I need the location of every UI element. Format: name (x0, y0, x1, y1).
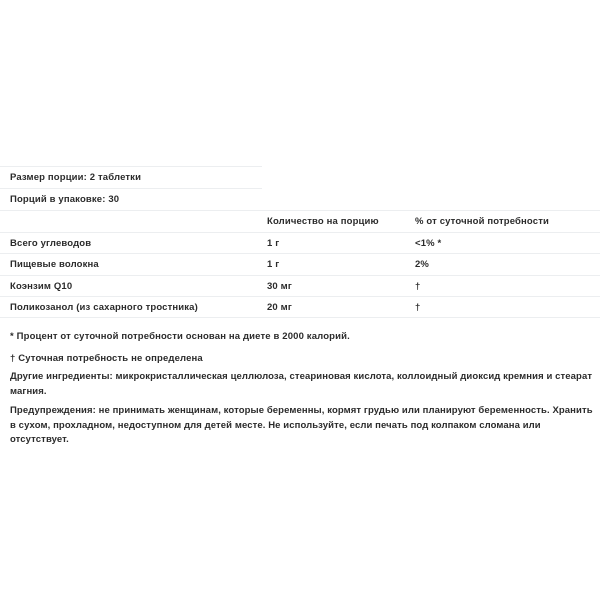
other-ingredients-text: Другие ингредиенты: микрокристаллическая целлюлоза, стеариновая кислота, коллоидный диоксид кремния и стеарат магния. (10, 371, 593, 397)
nutrient-daily-value: <1% * (415, 237, 442, 249)
nutrient-daily-value: † (415, 280, 421, 292)
footnote-daily-value-basis: * Процент от суточной потребности основан на диете в 2000 калорий. (10, 331, 350, 342)
table-row (0, 275, 600, 297)
table-header-row (0, 210, 600, 232)
nutrient-amount: 30 мг (267, 280, 292, 292)
table-row (0, 296, 600, 318)
header-percent-daily-value: % от суточной потребности (415, 216, 549, 227)
servings-per-container-text: Порций в упаковке: 30 (10, 194, 120, 205)
nutrient-name: Всего углеводов (10, 237, 92, 249)
nutrient-amount: 1 г (267, 237, 280, 249)
nutrient-daily-value: 2% (415, 259, 430, 271)
nutrient-amount: 1 г (267, 259, 280, 271)
footnote-dv-not-established: † Суточная потребность не определена (10, 353, 203, 364)
serving-info-block (0, 166, 600, 210)
nutrient-name: Коэнзим Q10 (10, 280, 73, 292)
nutrient-name: Поликозанол (из сахарного тростника) (10, 302, 198, 314)
serving-size-text: Размер порции: 2 таблетки (10, 172, 142, 183)
table-row (0, 253, 600, 275)
warnings-text: Предупреждения: не принимать женщинам, которые беременны, кормят грудью или планируют беременность. Хранить в сухом, прохладном, недоступном для детей месте. Не используйте, если печать под колпаком сломана или отсутствует. (10, 405, 593, 445)
nutrient-daily-value: † (415, 302, 421, 314)
serving-size-row (0, 166, 262, 188)
footnotes-block (10, 326, 590, 370)
nutrition-facts-table (0, 210, 600, 318)
warnings-block (10, 404, 593, 448)
nutrient-amount: 20 мг (267, 302, 292, 314)
header-amount-per-serving: Количество на порцию (267, 216, 379, 227)
other-ingredients-block (10, 370, 593, 399)
table-row (0, 232, 600, 254)
servings-per-container-row (0, 188, 262, 210)
nutrient-name: Пищевые волокна (10, 259, 99, 271)
